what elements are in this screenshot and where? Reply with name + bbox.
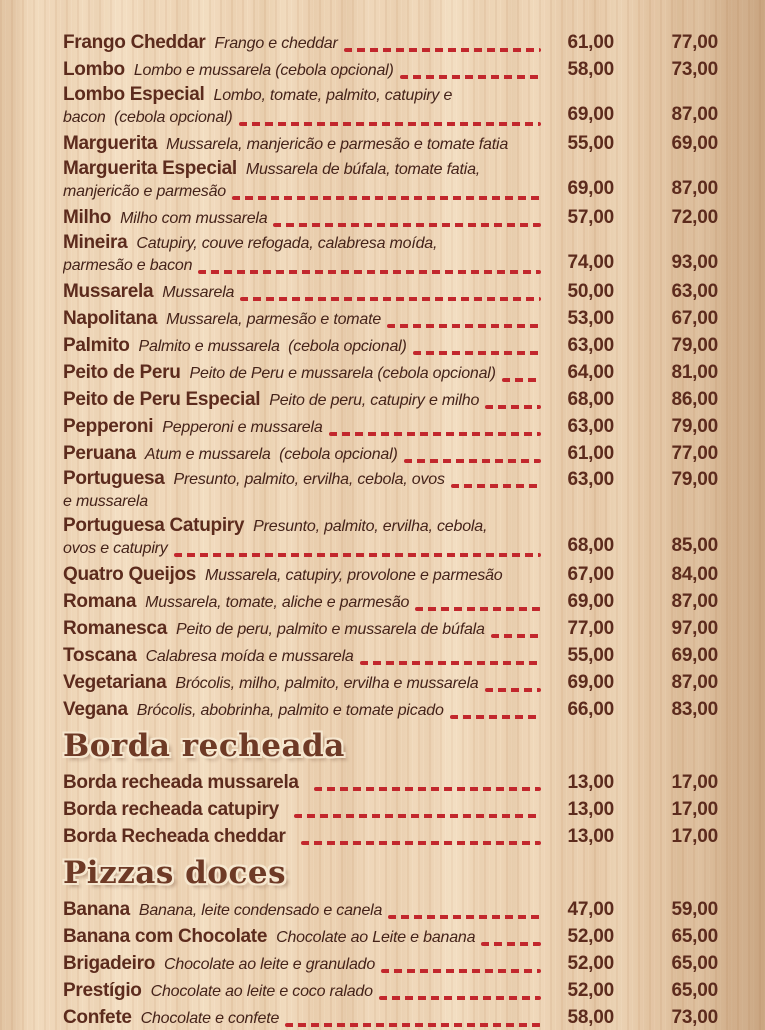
item-name: Milho: [63, 206, 112, 228]
item-price-large: 87,00: [671, 178, 718, 199]
item-line-1: [63, 590, 544, 614]
item-description: Presunto, palmito, ervilha, cebola, ovos: [173, 471, 445, 488]
section-header-borda-recheada: Borda recheada: [63, 728, 345, 764]
item-text: [63, 925, 544, 949]
item-text: [63, 361, 544, 385]
item-name: Marguerita Especial: [63, 158, 237, 179]
item-price-medium: 52,00: [567, 925, 614, 947]
menu-item: [63, 770, 718, 795]
item-name: Lombo: [63, 58, 125, 80]
item-price-medium: 57,00: [567, 206, 614, 228]
item-price-large: 17,00: [671, 771, 718, 793]
menu-item: [63, 1005, 718, 1030]
item-name: Pepperoni: [63, 415, 154, 437]
item-price-large: 63,00: [671, 280, 718, 302]
item-price-large: 87,00: [671, 590, 718, 612]
item-text: [63, 232, 544, 277]
item-description-continued: ovos e catupiry: [63, 540, 168, 557]
item-name: Banana com Chocolate: [63, 925, 268, 947]
menu-item: [63, 232, 718, 277]
menu-item: [63, 643, 718, 668]
item-price-medium: 61,00: [567, 442, 614, 464]
item-text: [63, 644, 544, 668]
item-price-medium: 64,00: [567, 361, 614, 383]
menu-item: [63, 697, 718, 722]
item-line-1: [63, 617, 544, 641]
item-description: Brócolis, abobrinha, palmito e tomate picado: [136, 701, 444, 719]
item-line-2: [63, 491, 544, 513]
item-name: Peito de Peru Especial: [63, 388, 261, 410]
dotted-leader: [491, 634, 541, 638]
item-text: [63, 771, 544, 794]
item-price-large: 17,00: [671, 825, 718, 847]
item-line-1: [63, 644, 544, 668]
dotted-leader: [294, 814, 541, 818]
item-text: [63, 563, 544, 587]
item-name: Napolitana: [63, 307, 158, 329]
item-price-medium: 69,00: [567, 178, 614, 199]
menu-item: [63, 279, 718, 304]
item-name: Portuguesa: [63, 468, 165, 489]
menu-item: [63, 333, 718, 358]
item-price-large: 77,00: [671, 442, 718, 464]
item-price-large: 69,00: [671, 132, 718, 154]
item-line-1: [63, 31, 544, 55]
item-text: [63, 415, 544, 439]
item-price-medium: 13,00: [567, 771, 614, 793]
item-description: Milho com mussarela: [120, 209, 268, 227]
dotted-leader: [485, 405, 541, 409]
item-line-1: [63, 771, 544, 794]
item-price-medium: 55,00: [567, 644, 614, 666]
dotted-leader: [344, 48, 541, 52]
item-description: Brócolis, milho, palmito, ervilha e mussarela: [175, 674, 479, 692]
item-price-medium: 67,00: [567, 563, 614, 585]
dotted-leader: [400, 75, 541, 79]
item-text: [63, 442, 544, 466]
item-line-1: [63, 898, 544, 922]
menu-item: [63, 589, 718, 614]
item-name: Peruana: [63, 442, 136, 464]
item-price-large: 73,00: [671, 1006, 718, 1028]
item-text: [63, 206, 544, 230]
item-description-continued: parmesão e bacon: [63, 257, 193, 274]
item-name: Peito de Peru: [63, 361, 181, 383]
item-name: Prestígio: [63, 979, 142, 1001]
item-line-1: [63, 334, 544, 358]
item-text: [63, 590, 544, 614]
item-price-large: 79,00: [671, 469, 718, 490]
item-text: [63, 31, 544, 55]
item-line-1: [63, 442, 544, 466]
item-text: [63, 617, 544, 641]
item-price-large: 87,00: [671, 671, 718, 693]
item-description: Chocolate ao Leite e banana: [276, 928, 476, 946]
item-price-medium: 63,00: [567, 415, 614, 437]
item-price-medium: 52,00: [567, 952, 614, 974]
menu-item: [63, 562, 718, 587]
item-name: Confete: [63, 1006, 132, 1028]
dotted-leader: [485, 688, 542, 692]
item-name: Marguerita: [63, 132, 158, 154]
dotted-leader: [404, 459, 541, 463]
item-description: Mussarela, catupiry, provolone e parmesão: [205, 566, 503, 584]
item-description: Chocolate ao leite e granulado: [164, 955, 376, 973]
item-name: Frango Cheddar: [63, 31, 206, 53]
dotted-leader: [379, 996, 541, 1000]
item-description: Mussarela, parmesão e tomate: [166, 310, 382, 328]
item-price-medium: 66,00: [567, 698, 614, 720]
item-price-large: 79,00: [671, 415, 718, 437]
item-price-large: 93,00: [671, 252, 718, 273]
item-line-1: [63, 307, 544, 331]
item-line-1: [63, 58, 544, 82]
item-name: Quatro Queijos: [63, 563, 197, 585]
item-line-2: [63, 255, 544, 277]
dotted-leader: [415, 607, 541, 611]
menu-item: [63, 978, 718, 1003]
menu-item: [63, 306, 718, 331]
item-line-1: [63, 1006, 544, 1030]
item-text: [63, 84, 544, 129]
item-text: [63, 334, 544, 358]
item-description: Mussarela: [162, 283, 235, 301]
item-price-large: 59,00: [671, 898, 718, 920]
dotted-leader: [413, 351, 541, 355]
item-line-1: [63, 698, 544, 722]
item-price-large: 73,00: [671, 58, 718, 80]
item-description-continued: e mussarela: [63, 493, 148, 510]
item-price-medium: 13,00: [567, 798, 614, 820]
section-borda-recheada: [63, 728, 718, 849]
dotted-leader: [381, 969, 541, 973]
item-line-2: [63, 181, 544, 203]
item-price-medium: 47,00: [567, 898, 614, 920]
menu-item: [63, 387, 718, 412]
item-name: Borda Recheada cheddar: [63, 826, 286, 847]
menu-item: [63, 205, 718, 230]
dotted-leader: [450, 715, 541, 719]
item-line-1: [63, 206, 544, 230]
item-price-large: 86,00: [671, 388, 718, 410]
item-description: Peito de Peru e mussarela (cebola opcional): [189, 364, 496, 382]
item-name: Toscana: [63, 644, 137, 666]
item-name: Brigadeiro: [63, 952, 156, 974]
item-line-1: [63, 84, 544, 107]
menu-item: [63, 616, 718, 641]
item-price-large: 67,00: [671, 307, 718, 329]
item-name: Borda recheada catupiry: [63, 799, 279, 820]
menu-item: [63, 360, 718, 385]
item-description: Banana, leite condensado e canela: [138, 901, 383, 919]
item-line-2: [63, 538, 544, 560]
dotted-leader: [387, 324, 541, 328]
item-description: Calabresa moída e mussarela: [145, 647, 354, 665]
section-pizzas-salgadas: [63, 30, 718, 722]
item-name: Romanesca: [63, 617, 167, 639]
dotted-leader: [240, 297, 541, 301]
item-price-medium: 69,00: [567, 104, 614, 125]
item-price-medium: 63,00: [567, 469, 614, 490]
item-description: Lombo e mussarela (cebola opcional): [133, 61, 394, 79]
item-price-large: 81,00: [671, 361, 718, 383]
item-price-large: 72,00: [671, 206, 718, 228]
item-description: Atum e mussarela (cebola opcional): [144, 445, 398, 463]
item-description: Peito de peru, catupiry e milho: [269, 391, 480, 409]
item-text: [63, 307, 544, 331]
menu: [63, 30, 718, 1030]
item-line-1: [63, 925, 544, 949]
item-description-continued: bacon (cebola opcional): [63, 109, 233, 126]
menu-item: [63, 414, 718, 439]
item-name: Vegana: [63, 698, 128, 720]
menu-item: [63, 924, 718, 949]
dotted-leader: [198, 270, 541, 274]
dotted-leader: [301, 841, 541, 845]
item-line-1: [63, 952, 544, 976]
section-pizzas-doces: [63, 855, 718, 1030]
item-line-1: [63, 979, 544, 1003]
dotted-leader: [239, 122, 541, 126]
item-price-large: 79,00: [671, 334, 718, 356]
item-text: [63, 898, 544, 922]
dotted-leader: [232, 196, 541, 200]
item-description: Presunto, palmito, ervilha, cebola,: [253, 518, 488, 535]
item-name: Romana: [63, 590, 137, 612]
item-name: Banana: [63, 898, 130, 920]
item-price-medium: 55,00: [567, 132, 614, 154]
item-price-medium: 53,00: [567, 307, 614, 329]
dotted-leader: [360, 661, 541, 665]
item-line-1: [63, 825, 544, 848]
item-price-large: 65,00: [671, 925, 718, 947]
item-text: [63, 158, 544, 203]
item-text: [63, 132, 544, 156]
item-price-large: 69,00: [671, 644, 718, 666]
item-description: Pepperoni e mussarela: [162, 418, 323, 436]
item-line-1: [63, 798, 544, 821]
menu-item: [63, 824, 718, 849]
item-text: [63, 388, 544, 412]
dotted-leader: [314, 787, 541, 791]
menu-item: [63, 897, 718, 922]
item-line-1: [63, 515, 544, 538]
item-price-large: 83,00: [671, 698, 718, 720]
item-price-large: 77,00: [671, 31, 718, 53]
menu-item: [63, 670, 718, 695]
item-line-1: [63, 388, 544, 412]
item-price-large: 17,00: [671, 798, 718, 820]
menu-item: [63, 951, 718, 976]
item-description: Chocolate ao leite e coco ralado: [150, 982, 373, 1000]
item-price-medium: 68,00: [567, 535, 614, 556]
item-text: [63, 671, 544, 695]
dotted-leader: [174, 553, 541, 557]
item-description: Mussarela, tomate, aliche e parmesão: [145, 593, 410, 611]
menu-item: [63, 30, 718, 55]
item-line-1: [63, 563, 544, 587]
item-description: Chocolate e confete: [140, 1009, 280, 1027]
item-line-1: [63, 158, 544, 181]
item-price-large: 65,00: [671, 979, 718, 1001]
item-description-continued: manjericão e parmesão: [63, 183, 226, 200]
item-description: Lombo, tomate, palmito, catupiry e: [213, 87, 453, 104]
item-text: [63, 952, 544, 976]
item-text: [63, 280, 544, 304]
section-header-pizzas-doces: Pizzas doces: [63, 855, 287, 891]
item-line-1: [63, 132, 544, 156]
item-text: [63, 1006, 544, 1030]
item-line-1: [63, 468, 544, 491]
item-price-medium: 58,00: [567, 58, 614, 80]
menu-item: [63, 131, 718, 156]
item-text: [63, 515, 544, 560]
dotted-leader: [451, 484, 541, 488]
item-price-medium: 63,00: [567, 334, 614, 356]
item-text: [63, 698, 544, 722]
item-price-medium: 58,00: [567, 1006, 614, 1028]
item-name: Palmito: [63, 334, 130, 356]
item-name: Portuguesa Catupiry: [63, 515, 245, 536]
menu-item: [63, 441, 718, 466]
item-name: Mussarela: [63, 280, 154, 302]
menu-item: [63, 515, 718, 560]
item-description: Peito de peru, palmito e mussarela de búfala: [175, 620, 485, 638]
item-name: Borda recheada mussarela: [63, 772, 299, 793]
item-price-medium: 52,00: [567, 979, 614, 1001]
item-line-1: [63, 415, 544, 439]
menu-item: [63, 468, 718, 513]
item-price-medium: 69,00: [567, 590, 614, 612]
item-price-large: 97,00: [671, 617, 718, 639]
dotted-leader: [285, 1023, 541, 1027]
item-line-1: [63, 671, 544, 695]
item-price-large: 65,00: [671, 952, 718, 974]
item-name: Lombo Especial: [63, 84, 205, 105]
item-price-medium: 69,00: [567, 671, 614, 693]
item-name: Mineira: [63, 232, 128, 253]
item-text: [63, 58, 544, 82]
item-line-1: [63, 232, 544, 255]
item-description: Mussarela, manjericão e parmesão e tomate fatia: [166, 135, 509, 153]
item-description: Frango e cheddar: [214, 34, 338, 52]
dotted-leader: [329, 432, 541, 436]
item-price-large: 87,00: [671, 104, 718, 125]
dotted-leader: [502, 378, 541, 382]
item-price-medium: 50,00: [567, 280, 614, 302]
item-price-medium: 68,00: [567, 388, 614, 410]
item-text: [63, 798, 544, 821]
dotted-leader: [481, 942, 541, 946]
item-price-medium: 77,00: [567, 617, 614, 639]
item-description: Palmito e mussarela (cebola opcional): [138, 337, 407, 355]
item-price-large: 84,00: [671, 563, 718, 585]
item-text: [63, 979, 544, 1003]
item-price-medium: 13,00: [567, 825, 614, 847]
dotted-leader: [273, 223, 541, 227]
menu-item: [63, 797, 718, 822]
menu-item: [63, 158, 718, 203]
item-price-large: 85,00: [671, 535, 718, 556]
item-price-medium: 74,00: [567, 252, 614, 273]
menu-item: [63, 57, 718, 82]
item-description: Mussarela de búfala, tomate fatia,: [245, 161, 481, 178]
item-line-1: [63, 361, 544, 385]
item-text: [63, 825, 544, 848]
dotted-leader: [388, 915, 541, 919]
item-description: Catupiry, couve refogada, calabresa moída,: [136, 235, 438, 252]
item-price-medium: 61,00: [567, 31, 614, 53]
item-name: Vegetariana: [63, 671, 167, 693]
item-text: [63, 468, 544, 513]
menu-item: [63, 84, 718, 129]
item-line-2: [63, 107, 544, 129]
item-line-1: [63, 280, 544, 304]
